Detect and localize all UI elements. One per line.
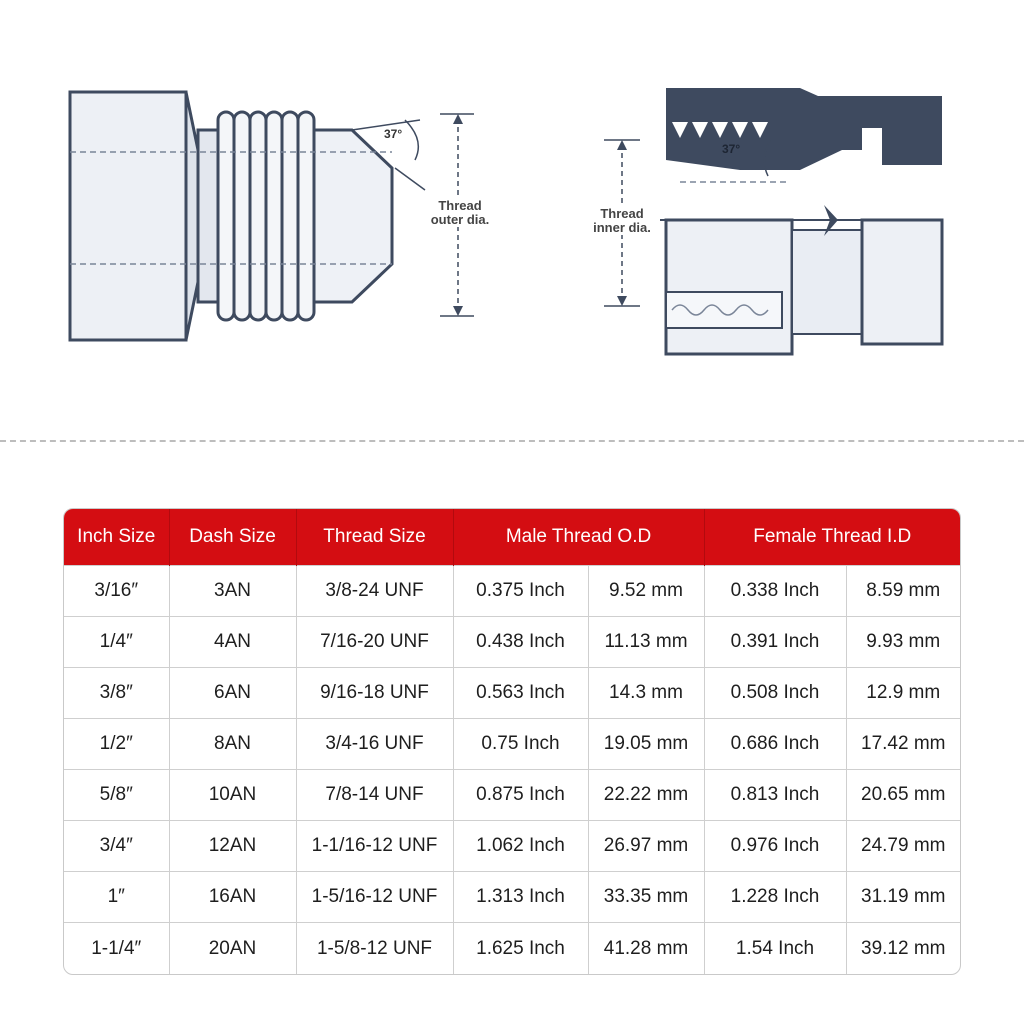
cell-thread-size: 3/4-16 UNF [296, 718, 453, 769]
female-angle-label: 37° [722, 142, 741, 156]
cell-dash-size: 6AN [169, 667, 296, 718]
cell-male-od-inch: 0.375 Inch [453, 565, 588, 616]
cell-inch-size: 1″ [64, 872, 169, 923]
cell-thread-size: 3/8-24 UNF [296, 565, 453, 616]
cell-male-od-inch: 0.563 Inch [453, 667, 588, 718]
cell-male-od-inch: 0.875 Inch [453, 770, 588, 821]
diagram-area [0, 0, 1024, 430]
table-row [64, 616, 960, 667]
cell-male-od-mm: 41.28 mm [588, 923, 704, 974]
cell-dash-size: 20AN [169, 923, 296, 974]
table-row [64, 565, 960, 616]
cell-female-id-inch: 0.391 Inch [704, 616, 846, 667]
cell-female-id-inch: 0.508 Inch [704, 667, 846, 718]
header-thread-size: Thread Size [296, 509, 453, 565]
table-body [64, 565, 960, 974]
cell-female-id-mm: 12.9 mm [846, 667, 960, 718]
cell-male-od-mm: 11.13 mm [588, 616, 704, 667]
cell-male-od-inch: 0.438 Inch [453, 616, 588, 667]
female-fitting-diagram [0, 0, 1024, 430]
cell-female-id-mm: 9.93 mm [846, 616, 960, 667]
cell-female-id-inch: 1.54 Inch [704, 923, 846, 974]
cell-male-od-mm: 33.35 mm [588, 872, 704, 923]
cell-male-od-inch: 0.75 Inch [453, 718, 588, 769]
table-row [64, 923, 960, 974]
cell-female-id-mm: 20.65 mm [846, 770, 960, 821]
cell-female-id-inch: 1.228 Inch [704, 872, 846, 923]
cell-thread-size: 9/16-18 UNF [296, 667, 453, 718]
table-row [64, 872, 960, 923]
an-fitting-size-table [63, 508, 961, 975]
cell-male-od-mm: 26.97 mm [588, 821, 704, 872]
cell-thread-size: 1-5/16-12 UNF [296, 872, 453, 923]
table-row [64, 718, 960, 769]
header-dash-size: Dash Size [169, 509, 296, 565]
header-female-thread-id: Female Thread I.D [753, 525, 912, 547]
cell-inch-size: 5/8″ [64, 770, 169, 821]
table-row [64, 770, 960, 821]
cell-inch-size: 1/2″ [64, 718, 169, 769]
cell-thread-size: 1-1/16-12 UNF [296, 821, 453, 872]
cell-thread-size: 7/8-14 UNF [296, 770, 453, 821]
cell-female-id-mm: 39.12 mm [846, 923, 960, 974]
header-male-thread-od: Male Thread O.D [453, 509, 704, 565]
cell-female-id-mm: 17.42 mm [846, 718, 960, 769]
cell-male-od-mm: 9.52 mm [588, 565, 704, 616]
cell-dash-size: 3AN [169, 565, 296, 616]
cell-thread-size: 1-5/8-12 UNF [296, 923, 453, 974]
cell-inch-size: 3/8″ [64, 667, 169, 718]
cell-inch-size: 1-1/4″ [64, 923, 169, 974]
male-thread-outer-dia-label: Thread outer dia. [424, 199, 496, 227]
cell-female-id-inch: 0.976 Inch [704, 821, 846, 872]
cell-thread-size: 7/16-20 UNF [296, 616, 453, 667]
cell-inch-size: 1/4″ [64, 616, 169, 667]
cell-dash-size: 10AN [169, 770, 296, 821]
cell-male-od-mm: 19.05 mm [588, 718, 704, 769]
cell-dash-size: 16AN [169, 872, 296, 923]
cell-female-id-inch: 0.813 Inch [704, 770, 846, 821]
cell-female-id-mm: 31.19 mm [846, 872, 960, 923]
header-inch-size: Inch Size [64, 509, 169, 565]
cell-male-od-inch: 1.062 Inch [453, 821, 588, 872]
female-thread-inner-dia-label: Thread inner dia. [586, 207, 658, 235]
cell-female-id-mm: 24.79 mm [846, 821, 960, 872]
cell-male-od-mm: 22.22 mm [588, 770, 704, 821]
cell-female-id-mm: 8.59 mm [846, 565, 960, 616]
cell-male-od-inch: 1.625 Inch [453, 923, 588, 974]
table-row [64, 667, 960, 718]
cell-dash-size: 4AN [169, 616, 296, 667]
cell-male-od-mm: 14.3 mm [588, 667, 704, 718]
cell-dash-size: 12AN [169, 821, 296, 872]
male-angle-label: 37° [384, 127, 403, 141]
cell-dash-size: 8AN [169, 718, 296, 769]
dashed-separator [0, 440, 1024, 442]
cell-inch-size: 3/4″ [64, 821, 169, 872]
cell-female-id-inch: 0.338 Inch [704, 565, 846, 616]
table-row [64, 821, 960, 872]
cell-female-id-inch: 0.686 Inch [704, 718, 846, 769]
cell-male-od-inch: 1.313 Inch [453, 872, 588, 923]
table-header-row [64, 509, 960, 565]
cell-inch-size: 3/16″ [64, 565, 169, 616]
